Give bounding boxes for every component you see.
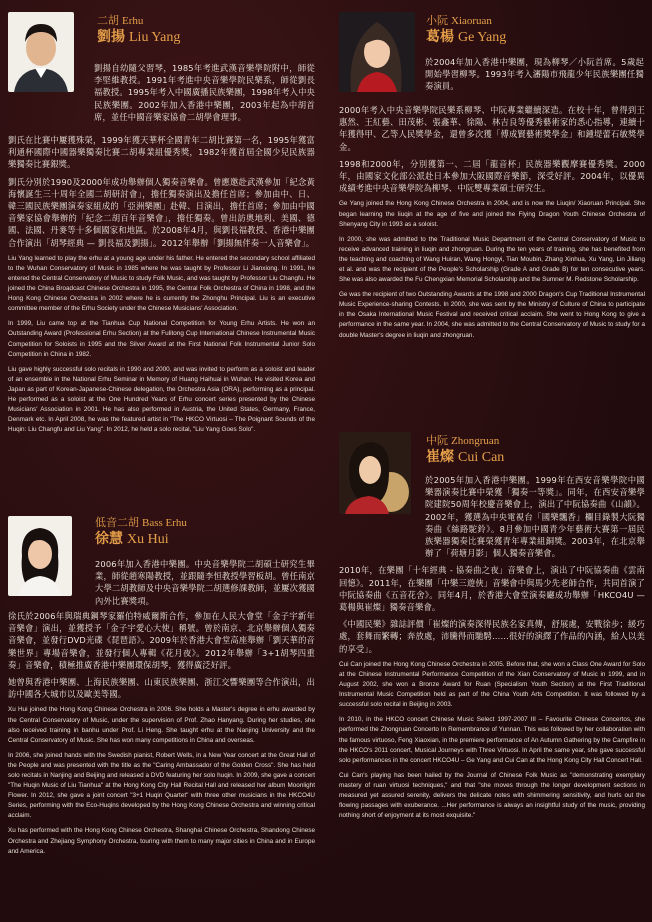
header-ge-yang (426, 14, 506, 47)
role-zh: 二胡 (97, 14, 119, 27)
bio-xu-hui-intro (95, 558, 315, 608)
bio-cui-can (339, 474, 645, 821)
paragraph: In 2000, she was admitted to the Traditional Music Department of the Central Conservatory of Music to receive advanced training in liuqin and zhongruan. During the ten years of training, she has benefited from the teaching and coaching of Wang Huiran, Wang Hongyi, Tian Moubin, Zhang Xinhua, Xu Yang, Lin Jiliang et al. and was the recipient of the People's Scholarship (Grade A and Grade B) for ten consecutive years. She was also awarded the Fu Chengxian Memorial Scholarship and the Sumner M. Redstone Scholarship. (339, 235, 645, 284)
paragraph: 她曾與香港中樂團、上海民族樂團、山東民族樂團、浙江交響樂團等合作演出，出訪中國各大城市以及歐美等國。 (8, 677, 315, 700)
paragraph: In 2010, in the HKCO concert Chinese Music Select 1997-2007 III – Favourite Chinese Concertos, she performed the Zhongruan Concerto In Remembrance of Yunnan. This was followed by her collaboration with the famous virtuoso, Feng Xiaoxian, in the premiere performance of An Autumn Gathering by the Campfire in the HKCO's 2011 concert, Musical Journeys with Three Virtuosi. In April the same year, she gave successful solo performances in the concert HKCO4U – Ge Yang and Cui Can at the Hong Kong City Hall Concert Hall. (339, 716, 645, 764)
paragraph: Cui Can's playing has been hailed by the Journal of Chinese Folk Music as "demonstrating exemplary mastery of ruan virtuosi techniques," and that "she moves through the longer development sections in measured yet assured serenity, delivers the delicate notes with shimmering sensitivity, and hurls out the flowing passages with exuberance. ...Her performance is always an insightful study of the music, providing nothing short of enjoyment at its most exquisite." (339, 771, 645, 820)
paragraph: 劉揚自幼隨父習琴，1985年考進武漢音樂學院附中，師從李堅維教授。1991年考進中央音樂學院民樂系，師從劉長福教授。1995年考入中國廣播民族樂團，1998年考入中央民族樂團。2002年加入香港中樂團，2003年起為中胡首席，並任中國音樂家協會二胡學會理事。 (94, 63, 315, 122)
paragraph: 2006年加入香港中樂團。中央音樂學院二胡碩士研究生畢業，師從趙寒陽教授，並跟隨李恒教授學習板胡。曾任南京大學二胡教師及中央音樂學院二胡選修課教師，並屢次獲國內外比賽獎項。 (95, 559, 315, 606)
paragraph: 2010年，在樂團「十年經典 - 協奏曲之夜」音樂會上，演出了中阮協奏曲《雲南回憶》。2011年，在樂團「中樂三遊俠」音樂會中與馬少先老師合作，共同首演了中阮協奏曲《五音花舍》。同年4月，於香港大會堂演奏廳成功舉辦「HKCO4U — 葛楊與崔燦」獨奏音樂會。 (339, 565, 645, 613)
bio-liu-yang-intro (94, 62, 315, 134)
paragraph: 劉氏在比賽中屢獲殊榮，1999年獲天華杯全國青年二胡比賽第一名，1995年獲富利通杯國際中國器樂獨奏比賽二胡專業組優秀獎，1982年獲首屆全國少兒民族器樂獨奏比賽銀獎。 (8, 135, 315, 170)
header-cui-can (426, 434, 504, 467)
role-en: Bass Erhu (142, 517, 187, 529)
paragraph: 於2005年加入香港中樂團。1999年在西安音樂學院中國樂器演奏比賽中榮獲「獨奏一等獎」。同年，在西安音樂學院建院50周年校慶音樂會上，演出了中阮協奏曲《山韻》。2002年，獲選為中央電視台「國樂飄香」欄目錄製大阮獨奏曲《絲路駝鈴》。8月參加中國青少年藝術大賽第一屆民族樂器獨奏比賽榮獲青年專業組銅獎。2003年，在北京舉辦了「荷塘月影」個人獨奏音樂會。 (425, 475, 645, 559)
paragraph: 1998和2000年，分別獲第一、二屆「龍音杯」民族器樂觀摩賽優秀獎。2000年，由國家文化部公派赴日本參加大阪國際音樂節，深受好評。2004年，以優異成績考進中央音樂學院為柳琴、中阮雙專業碩士研究生。 (339, 158, 645, 194)
paragraph: Ge was the recipient of two Outstanding Awards at the 1998 and 2000 Dragon's Cup Traditional Instrumental Music Experience-sharing Contests. In 2000, she was sent by the Ministry of Culture of China to participate in the Osaka International Music Festival and received critical acclaim. She went to Hong Kong to give a performance in the same year. In 2004, she was admitted to the Central Conservatory of Music to study for a double Master's degree in liuqin and zhongruan. (339, 291, 645, 339)
name-zh: 徐慧 (95, 531, 123, 547)
name-en: Liu Yang (129, 30, 181, 45)
name-zh: 崔燦 (426, 449, 454, 465)
portrait-xu-hui (8, 516, 72, 596)
paragraph: Liu gave highly successful solo recitals in 1990 and 2000, and was invited to perform as a soloist and leader of an ensemble in the National Erhu Seminar in Memory of Huang Haihuai in Wuhan. He visited Korea and Japan as part of Korean-Japanese-Chinese delegation, the Orchestra Asia (ORA), performing as a principal. He performed as a soloist at the One Hundred Years of Erhu concert series presented by the Chinese Musicians' Association in 2001. He has also performed in Austria, the United States, Germany, France, Denmark etc. In April 2008, he was the featured artist in "The HKCO Virtuosi – The Poignant Sounds of the Huqin: Liu Changfu and Liu Yang". In 2012, he held a solo recital, "Liu Yang Goes Solo". (8, 365, 315, 434)
bio-ge-yang (339, 104, 645, 341)
paragraph: 《中國民樂》雜誌評價「崔燦的演奏深得民族名家真傳，舒展處，安戰徐步；緩巧處，套舞而繁轉；奔放處，沛騰得而馳騁……很好的演繹了作品的內涵，給人以美的享受」。 (339, 619, 645, 654)
bio-xu-hui (8, 610, 315, 857)
paragraph: 徐氏於2006年與瑞典鋼琴家羅伯特威爾斯合作，參加在人民大會堂「金子宇新年音樂會」演出，並獲授予「金子宇愛心大使」稱號。曾於南京、北京舉辦個人獨奏音樂會，並發行DVD光碟《琵琶語》。2009年於香港大會堂高座舉辦「劉天華的音樂世界」專場音樂會，並發行個人專輯《花月夜》。2012年舉辦「3+1胡琴四重奏」音樂會，積極推廣香港中樂團環保胡琴，獲得廣泛好評。 (8, 611, 315, 670)
bio-ge-yang-intro (425, 56, 644, 93)
role-en: Zhongruan (451, 435, 500, 447)
header-liu-yang (97, 14, 180, 47)
paragraph: Ge Yang joined the Hong Kong Chinese Orchestra in 2004, and is now the Liuqin/ Xiaoruan Principal. She began learning the liuqin at the age of five and joined the Flying Dragon Youth Chinese Orchestra of Shenyang City in 1993 as a soloist. (339, 200, 645, 228)
paragraph: 2000年考入中央音樂學院民樂系柳琴、中阮專業繼續深造。在校十年，曾得到王惠然、王紅藝、田茂彬、張鑫華、徐陽、林吉良等優秀藝術家的悉心指導，連續十年獲得甲、乙等人民獎學金，還曾多次獲「傅成賢藝術獎學金」和鍾堤蕾石敏獎學金。 (339, 105, 645, 152)
paragraph: In 2006, she joined hands with the Swedish pianist, Robert Wells, in a New Year concert at the Great Hall of the People and was presented with the title as the "Caring Ambassador of the Golden Cross". She has held solo recitals in Nanjing and Beijing and released a DVD featuring her solo huqin. In 2009, she gave a concert "The Huqin Music of Liu Tianhua" at the Hong Kong City Hall Recital Hall and released her album Moonlight Flower. In 2012, she gave a joint concert "3+1 Huqin Quartet" with three other musicians in the HKCO4U Series, performing with the Eco-Huqins developed by the Hong Kong Chinese Orchestra and winning critical acclaim. (8, 751, 315, 820)
name-zh: 劉揚 (97, 29, 125, 45)
name-zh: 葛楊 (426, 29, 454, 45)
name-en: Ge Yang (458, 30, 507, 45)
paragraph: 於2004年加入香港中樂團，現為柳琴／小阮首席。5歲起開始學習柳琴。1993年考入瀋陽市飛龍少年民族樂團任獨奏演員。 (425, 57, 644, 92)
header-xu-hui (95, 516, 187, 549)
portrait-liu-yang (8, 12, 74, 92)
bio-liu-yang (8, 134, 315, 435)
paragraph: Cui Can joined the Hong Kong Chinese Orchestra in 2005. Before that, she won a Class One Award for Solo at the Chinese Instrumental Performance Competition of the Xian Conservatory of Music in 1999, and in August 2002, she won a Bronze Award for Ruan (Specialism Youth Section) at the First Traditional Instrumental Music Competition held as part of the China Youth Arts Competition. It was followed by a successful solo recital in Beijing in 2003. (339, 660, 645, 709)
role-zh: 小阮 (426, 14, 448, 27)
paragraph: In 1999, Liu came top at the Tianhua Cup National Competition for Young Erhu Artists. He won an Outstanding Award (Professional Erhu Section) at the Fulitong Cup International Chinese Instrumental Music Competition for Soloists in 1995 and the Silver Award at the First National Folk Instrumental Junior Solo Competition in China in 1982. (8, 320, 315, 358)
role-zh: 低音二胡 (95, 516, 139, 529)
name-en: Cui Can (458, 450, 505, 465)
paragraph: Liu Yang learned to play the erhu at a young age under his father. He entered the secondary school affiliated to the Wuhan Conservatory of Music in 1985 where he was taught by Professor Li Jianxiong. In 1991, he entered the Central Conservatory of Music to study Folk Music, and was taught by Professor Liu Changfu. He joined the China Broadcast Chinese Orchestra in 1995, the Central Folk Orchestra of China in 1998, and the Hong Kong Chinese Orchestra in 2002 where he is currently the Zhonghu Principal. Liu is an executive committee member of the Erhu Society under the Chinese Musicians' Association. (8, 254, 315, 313)
paragraph: Xu has performed with the Hong Kong Chinese Orchestra, Shanghai Chinese Orchestra, Shandong Chinese Orchestra and Zhejiang Symphony Orchestra, touring with them to many major cities in China and in Europe and America. (8, 827, 315, 855)
role-en: Erhu (122, 15, 144, 27)
paragraph: Xu Hui joined the Hong Kong Chinese Orchestra in 2006. She holds a Master's degree in erhu awarded by the Central Conservatory of Music, under the supervision of Prof. Zhao Hanyang. During her studies, she also received training in banhu under Prof. Li Heng. She taught erhu at the Nanjing University and the Central Conservatory of Music. She has won many competitions in China and overseas. (8, 706, 315, 744)
role-zh: 中阮 (426, 434, 448, 447)
name-en: Xu Hui (127, 532, 169, 547)
role-en: Xiaoruan (451, 15, 492, 27)
paragraph: 劉氏分別於1990及2000年成功舉辦個人獨奏音樂會。曾應邀赴武漢參加「紀念黃海懷誕生三十周年全國二胡研討會」，擔任獨奏演出及擔任首席；參加由中、日、韓三國民族樂團演奏家組成的「亞洲樂團」赴韓、日演出，擔任首席；參加由中國音樂家協會舉辦的「紀念二胡百年音樂會」，擔任獨奏。曾出訪奧地利、美國、德國、法國、丹麥等十多個國家和地區。於2008年4月，與劉長福教授、香港中樂團合作演出「胡琴經典 — 劉長福及劉揚」。2012年舉辦「劉揚無伴奏一人音樂會」。 (8, 176, 315, 248)
portrait-ge-yang (339, 12, 415, 92)
